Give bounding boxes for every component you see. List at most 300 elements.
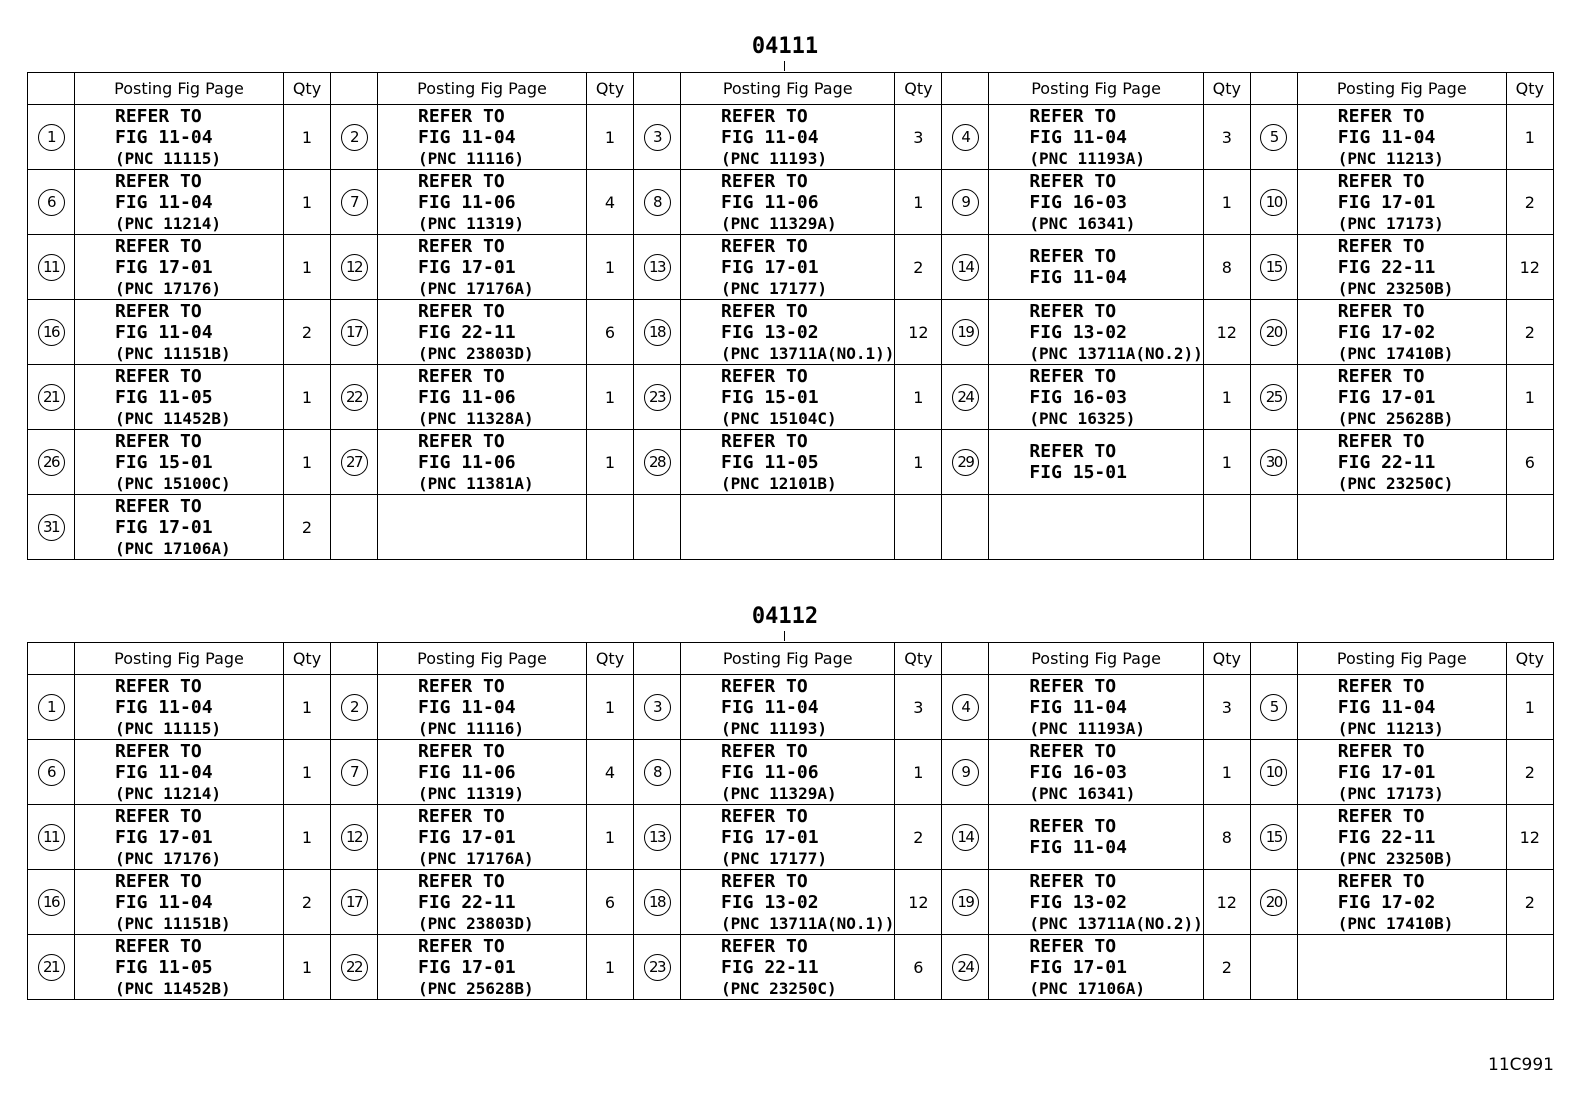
item-number-badge: 5 <box>1260 694 1287 721</box>
pnc-reference: (PNC 11328A) <box>418 408 534 428</box>
posting-cell <box>75 105 284 170</box>
fig-reference: FIG 16-03 <box>1029 386 1127 408</box>
fig-reference: FIG 11-04 <box>115 761 213 783</box>
pnc-reference: (PNC 11193A) <box>1029 718 1145 738</box>
qty-cell: 2 <box>1506 740 1553 805</box>
header-qty: Qty <box>1506 643 1553 675</box>
qty-cell: 1 <box>284 675 331 740</box>
header-row <box>28 73 1554 105</box>
qty-cell: 1 <box>1203 170 1250 235</box>
pnc-reference: (PNC 15104C) <box>721 408 837 428</box>
item-number-cell <box>1250 430 1297 495</box>
item-number-cell <box>1250 870 1297 935</box>
fig-reference: FIG 11-04 <box>1029 837 1127 858</box>
pnc-reference: (PNC 23250B) <box>1337 848 1454 868</box>
posting-cell <box>681 870 895 935</box>
refer-to-label: REFER TO <box>115 935 202 957</box>
refer-to-label: REFER TO <box>1029 935 1117 957</box>
posting-cell <box>989 170 1203 235</box>
header-posting-fig-page: Posting Fig Page <box>681 73 895 105</box>
header-num-blank <box>634 643 681 675</box>
refer-to-label: REFER TO <box>115 105 202 127</box>
parts-table-04112 <box>27 642 1554 1000</box>
item-number-badge: 15 <box>1260 254 1287 281</box>
qty-cell: 1 <box>895 740 942 805</box>
posting-cell <box>1297 495 1506 560</box>
refer-to-label: REFER TO <box>721 235 808 257</box>
refer-to-label: REFER TO <box>1337 300 1425 322</box>
refer-to-label: REFER TO <box>1029 300 1117 322</box>
pnc-reference: (PNC 16325) <box>1029 408 1136 428</box>
header-posting-fig-page: Posting Fig Page <box>1297 73 1506 105</box>
item-number-cell <box>1250 740 1297 805</box>
pnc-reference: (PNC 17177) <box>721 848 827 868</box>
fig-reference: FIG 11-04 <box>115 891 213 913</box>
pnc-reference: (PNC 15100C) <box>115 473 231 493</box>
qty-cell: 1 <box>587 365 634 430</box>
qty-cell: 2 <box>1203 935 1250 1000</box>
posting-cell <box>1297 235 1506 300</box>
pnc-reference: (PNC 23250C) <box>1337 473 1454 493</box>
item-number-cell <box>634 430 681 495</box>
posting-cell <box>75 870 284 935</box>
qty-cell: 1 <box>1203 740 1250 805</box>
refer-to-label: REFER TO <box>1029 441 1117 462</box>
group-tick <box>784 631 785 641</box>
refer-to-label: REFER TO <box>115 170 202 192</box>
item-number-cell <box>634 935 681 1000</box>
fig-reference: FIG 22-11 <box>1337 826 1436 848</box>
item-number-badge: 11 <box>38 254 65 281</box>
refer-to-label: REFER TO <box>1337 870 1425 892</box>
posting-cell <box>681 105 895 170</box>
refer-to-label: REFER TO <box>115 365 202 387</box>
qty-cell: 3 <box>1203 675 1250 740</box>
refer-to-label: REFER TO <box>721 675 808 697</box>
posting-cell <box>378 805 587 870</box>
fig-reference: FIG 13-02 <box>721 891 819 913</box>
qty-cell: 1 <box>587 935 634 1000</box>
pnc-reference: (PNC 11115) <box>115 718 221 738</box>
refer-to-label: REFER TO <box>1337 105 1425 127</box>
item-number-cell <box>331 740 378 805</box>
item-number-cell <box>28 235 75 300</box>
refer-to-label: REFER TO <box>721 105 808 127</box>
pnc-reference: (PNC 23250C) <box>721 978 837 998</box>
pnc-reference: (PNC 11213) <box>1337 718 1444 738</box>
qty-cell: 1 <box>1506 365 1553 430</box>
item-number-cell <box>1250 235 1297 300</box>
refer-to-label: REFER TO <box>115 805 202 827</box>
pnc-reference: (PNC 11319) <box>418 213 524 233</box>
item-number-badge: 2 <box>341 124 368 151</box>
pnc-reference: (PNC 16341) <box>1029 213 1136 233</box>
qty-cell <box>895 495 942 560</box>
qty-cell: 1 <box>587 235 634 300</box>
item-number-badge: 2 <box>341 694 368 721</box>
header-posting-fig-page: Posting Fig Page <box>378 643 587 675</box>
item-number-cell <box>1250 170 1297 235</box>
posting-cell <box>989 675 1203 740</box>
qty-cell: 8 <box>1203 805 1250 870</box>
header-num-blank <box>1250 73 1297 105</box>
refer-to-label: REFER TO <box>418 300 505 322</box>
item-number-badge: 21 <box>38 384 65 411</box>
posting-cell <box>75 170 284 235</box>
posting-cell <box>378 365 587 430</box>
fig-reference: FIG 17-01 <box>418 956 516 978</box>
posting-cell <box>681 935 895 1000</box>
item-number-cell <box>331 870 378 935</box>
pnc-reference: (PNC 13711A(NO.2)) <box>1029 343 1203 363</box>
fig-reference: FIG 11-04 <box>115 321 213 343</box>
posting-cell <box>1297 170 1506 235</box>
posting-cell <box>75 935 284 1000</box>
posting-cell <box>989 365 1203 430</box>
posting-cell <box>681 675 895 740</box>
header-num-blank <box>1250 643 1297 675</box>
header-posting-fig-page: Posting Fig Page <box>75 73 284 105</box>
item-number-badge: 6 <box>38 759 65 786</box>
qty-cell: 1 <box>895 430 942 495</box>
item-number-badge: 9 <box>952 189 979 216</box>
item-number-cell <box>28 365 75 430</box>
qty-cell: 1 <box>587 430 634 495</box>
item-number-cell <box>331 430 378 495</box>
pnc-reference: (PNC 11329A) <box>721 213 837 233</box>
parts-table-04111 <box>27 72 1554 560</box>
qty-cell <box>1506 495 1553 560</box>
item-number-badge: 27 <box>341 449 368 476</box>
fig-reference: FIG 17-01 <box>1337 191 1436 213</box>
item-number-badge: 16 <box>38 889 65 916</box>
item-number-cell <box>942 495 989 560</box>
posting-cell <box>378 235 587 300</box>
posting-cell <box>1297 675 1506 740</box>
qty-cell: 1 <box>284 805 331 870</box>
qty-cell: 2 <box>895 235 942 300</box>
qty-cell: 1 <box>587 105 634 170</box>
fig-reference: FIG 11-06 <box>721 761 819 783</box>
item-number-badge: 17 <box>341 889 368 916</box>
pnc-reference: (PNC 23803D) <box>418 913 534 933</box>
item-number-badge: 11 <box>38 824 65 851</box>
fig-reference: FIG 11-06 <box>721 191 819 213</box>
header-num-blank <box>942 643 989 675</box>
qty-cell: 6 <box>587 870 634 935</box>
qty-cell: 1 <box>1203 430 1250 495</box>
refer-to-label: REFER TO <box>721 870 808 892</box>
item-number-cell <box>28 740 75 805</box>
fig-reference: FIG 11-04 <box>1337 696 1436 718</box>
posting-cell <box>989 430 1203 495</box>
qty-cell: 6 <box>1506 430 1553 495</box>
item-number-cell <box>942 300 989 365</box>
pnc-reference: (PNC 23803D) <box>418 343 534 363</box>
posting-cell <box>681 300 895 365</box>
pnc-reference: (PNC 11115) <box>115 148 221 168</box>
qty-cell: 12 <box>1203 870 1250 935</box>
fig-reference: FIG 17-01 <box>115 516 213 538</box>
refer-to-label: REFER TO <box>1337 235 1425 257</box>
item-number-cell <box>331 935 378 1000</box>
item-number-badge: 18 <box>644 319 671 346</box>
pnc-reference: (PNC 17410B) <box>1337 343 1454 363</box>
qty-cell <box>1203 495 1250 560</box>
posting-cell <box>989 740 1203 805</box>
item-number-cell <box>28 805 75 870</box>
refer-to-label: REFER TO <box>721 300 808 322</box>
header-posting-fig-page: Posting Fig Page <box>378 73 587 105</box>
fig-reference: FIG 13-02 <box>1029 891 1127 913</box>
posting-cell <box>75 675 284 740</box>
fig-reference: FIG 16-03 <box>1029 761 1127 783</box>
item-number-cell <box>942 365 989 430</box>
pnc-reference: (PNC 11381A) <box>418 473 534 493</box>
item-number-cell <box>1250 495 1297 560</box>
item-number-badge: 7 <box>341 759 368 786</box>
fig-reference: FIG 17-02 <box>1337 891 1436 913</box>
item-number-badge: 1 <box>38 124 65 151</box>
posting-cell <box>75 740 284 805</box>
item-number-cell <box>942 805 989 870</box>
table-row <box>28 935 1554 1000</box>
item-number-cell <box>331 805 378 870</box>
fig-reference: FIG 11-04 <box>721 126 819 148</box>
qty-cell: 2 <box>895 805 942 870</box>
refer-to-label: REFER TO <box>418 235 505 257</box>
pnc-reference: (PNC 17106A) <box>1029 978 1145 998</box>
table-row <box>28 740 1554 805</box>
qty-cell: 1 <box>284 365 331 430</box>
pnc-reference: (PNC 11452B) <box>115 978 231 998</box>
refer-to-label: REFER TO <box>1029 246 1117 267</box>
posting-cell <box>75 235 284 300</box>
pnc-reference: (PNC 13711A(NO.1)) <box>721 913 895 933</box>
pnc-reference: (PNC 17176A) <box>418 278 534 298</box>
pnc-reference: (PNC 17173) <box>1337 783 1444 803</box>
refer-to-label: REFER TO <box>721 430 808 452</box>
posting-cell <box>1297 805 1506 870</box>
item-number-badge: 30 <box>1260 449 1287 476</box>
item-number-badge: 3 <box>644 694 671 721</box>
posting-cell <box>378 170 587 235</box>
fig-reference: FIG 15-01 <box>115 451 213 473</box>
qty-cell: 2 <box>1506 870 1553 935</box>
item-number-cell <box>942 740 989 805</box>
refer-to-label: REFER TO <box>1029 105 1117 127</box>
posting-cell <box>75 805 284 870</box>
refer-to-label: REFER TO <box>1029 740 1117 762</box>
item-number-cell <box>634 170 681 235</box>
qty-cell: 12 <box>1506 235 1553 300</box>
qty-cell: 1 <box>1203 365 1250 430</box>
posting-cell <box>1297 300 1506 365</box>
qty-cell: 4 <box>587 170 634 235</box>
posting-cell <box>1297 365 1506 430</box>
item-number-badge: 20 <box>1260 319 1287 346</box>
pnc-reference: (PNC 11213) <box>1337 148 1444 168</box>
pnc-reference: (PNC 25628B) <box>1337 408 1454 428</box>
group-title-04111: 04111 <box>751 34 819 59</box>
pnc-reference: (PNC 11193A) <box>1029 148 1145 168</box>
posting-cell <box>681 365 895 430</box>
pnc-reference: (PNC 11193) <box>721 718 827 738</box>
refer-to-label: REFER TO <box>418 740 505 762</box>
posting-cell <box>989 935 1203 1000</box>
qty-cell: 1 <box>284 430 331 495</box>
fig-reference: FIG 17-01 <box>1029 956 1127 978</box>
refer-to-label: REFER TO <box>115 740 202 762</box>
group-tick <box>784 61 785 71</box>
fig-reference: FIG 17-01 <box>418 826 516 848</box>
qty-cell <box>1506 935 1553 1000</box>
refer-to-label: REFER TO <box>115 870 202 892</box>
refer-to-label: REFER TO <box>721 170 808 192</box>
fig-reference: FIG 11-04 <box>1029 267 1127 288</box>
pnc-reference: (PNC 13711A(NO.2)) <box>1029 913 1203 933</box>
qty-cell: 6 <box>895 935 942 1000</box>
refer-to-label: REFER TO <box>1029 170 1117 192</box>
table-row <box>28 805 1554 870</box>
item-number-badge: 6 <box>38 189 65 216</box>
fig-reference: FIG 17-01 <box>721 826 819 848</box>
item-number-cell <box>28 675 75 740</box>
item-number-cell <box>634 105 681 170</box>
posting-cell <box>989 805 1203 870</box>
refer-to-label: REFER TO <box>1337 675 1425 697</box>
qty-cell: 2 <box>284 495 331 560</box>
pnc-reference: (PNC 11116) <box>418 148 524 168</box>
header-qty: Qty <box>1506 73 1553 105</box>
posting-cell <box>378 740 587 805</box>
item-number-badge: 28 <box>644 449 671 476</box>
header-qty: Qty <box>895 643 942 675</box>
fig-reference: FIG 11-05 <box>115 956 213 978</box>
header-row <box>28 643 1554 675</box>
item-number-cell <box>28 170 75 235</box>
posting-cell <box>75 430 284 495</box>
header-posting-fig-page: Posting Fig Page <box>989 643 1203 675</box>
item-number-badge: 13 <box>644 824 671 851</box>
posting-cell <box>989 495 1203 560</box>
pnc-reference: (PNC 11151B) <box>115 913 231 933</box>
item-number-cell <box>634 235 681 300</box>
fig-reference: FIG 11-04 <box>1029 696 1127 718</box>
fig-reference: FIG 13-02 <box>1029 321 1127 343</box>
item-number-cell <box>1250 105 1297 170</box>
item-number-badge: 23 <box>644 384 671 411</box>
refer-to-label: REFER TO <box>418 870 505 892</box>
posting-cell <box>378 300 587 365</box>
item-number-badge: 3 <box>644 124 671 151</box>
fig-reference: FIG 11-04 <box>115 696 213 718</box>
item-number-badge: 26 <box>38 449 65 476</box>
item-number-badge: 24 <box>952 384 979 411</box>
item-number-badge: 8 <box>644 759 671 786</box>
item-number-cell <box>942 105 989 170</box>
fig-reference: FIG 22-11 <box>418 891 516 913</box>
item-number-cell <box>634 300 681 365</box>
qty-cell: 12 <box>895 870 942 935</box>
qty-cell: 1 <box>895 170 942 235</box>
qty-cell: 1 <box>587 805 634 870</box>
item-number-badge: 25 <box>1260 384 1287 411</box>
fig-reference: FIG 15-01 <box>1029 462 1127 483</box>
header-qty: Qty <box>895 73 942 105</box>
item-number-cell <box>942 170 989 235</box>
item-number-cell <box>331 365 378 430</box>
header-num-blank <box>331 73 378 105</box>
qty-cell <box>587 495 634 560</box>
posting-cell <box>378 430 587 495</box>
pnc-reference: (PNC 17176) <box>115 848 221 868</box>
fig-reference: FIG 17-01 <box>1337 386 1436 408</box>
table-row <box>28 495 1554 560</box>
refer-to-label: REFER TO <box>418 935 505 957</box>
fig-reference: FIG 11-04 <box>115 191 213 213</box>
qty-cell: 2 <box>284 300 331 365</box>
posting-cell <box>681 170 895 235</box>
fig-reference: FIG 17-01 <box>418 256 516 278</box>
item-number-badge: 31 <box>38 514 65 541</box>
item-number-cell <box>942 935 989 1000</box>
header-posting-fig-page: Posting Fig Page <box>989 73 1203 105</box>
header-qty: Qty <box>587 73 634 105</box>
qty-cell: 1 <box>284 105 331 170</box>
fig-reference: FIG 17-01 <box>1337 761 1436 783</box>
posting-cell <box>989 105 1203 170</box>
item-number-badge: 16 <box>38 319 65 346</box>
item-number-cell <box>634 495 681 560</box>
pnc-reference: (PNC 16341) <box>1029 783 1136 803</box>
item-number-badge: 4 <box>952 694 979 721</box>
qty-cell: 1 <box>284 935 331 1000</box>
pnc-reference: (PNC 12101B) <box>721 473 837 493</box>
item-number-badge: 14 <box>952 254 979 281</box>
posting-cell <box>378 675 587 740</box>
header-qty: Qty <box>1203 643 1250 675</box>
header-posting-fig-page: Posting Fig Page <box>1297 643 1506 675</box>
fig-reference: FIG 11-05 <box>721 451 819 473</box>
fig-reference: FIG 11-04 <box>418 126 516 148</box>
qty-cell: 12 <box>895 300 942 365</box>
refer-to-label: REFER TO <box>721 805 808 827</box>
refer-to-label: REFER TO <box>1337 365 1425 387</box>
posting-cell <box>1297 430 1506 495</box>
table-row <box>28 870 1554 935</box>
fig-reference: FIG 11-06 <box>418 191 516 213</box>
posting-cell <box>1297 105 1506 170</box>
pnc-reference: (PNC 17106A) <box>115 538 231 558</box>
header-qty: Qty <box>587 643 634 675</box>
pnc-reference: (PNC 17173) <box>1337 213 1444 233</box>
item-number-cell <box>331 235 378 300</box>
header-num-blank <box>28 643 75 675</box>
fig-reference: FIG 22-11 <box>418 321 516 343</box>
item-number-badge: 10 <box>1260 759 1287 786</box>
item-number-cell <box>942 675 989 740</box>
pnc-reference: (PNC 11151B) <box>115 343 231 363</box>
qty-cell: 1 <box>284 170 331 235</box>
pnc-reference: (PNC 17410B) <box>1337 913 1454 933</box>
item-number-cell <box>634 805 681 870</box>
posting-cell <box>1297 935 1506 1000</box>
item-number-cell <box>331 105 378 170</box>
refer-to-label: REFER TO <box>1029 365 1117 387</box>
refer-to-label: REFER TO <box>418 170 505 192</box>
header-qty: Qty <box>1203 73 1250 105</box>
